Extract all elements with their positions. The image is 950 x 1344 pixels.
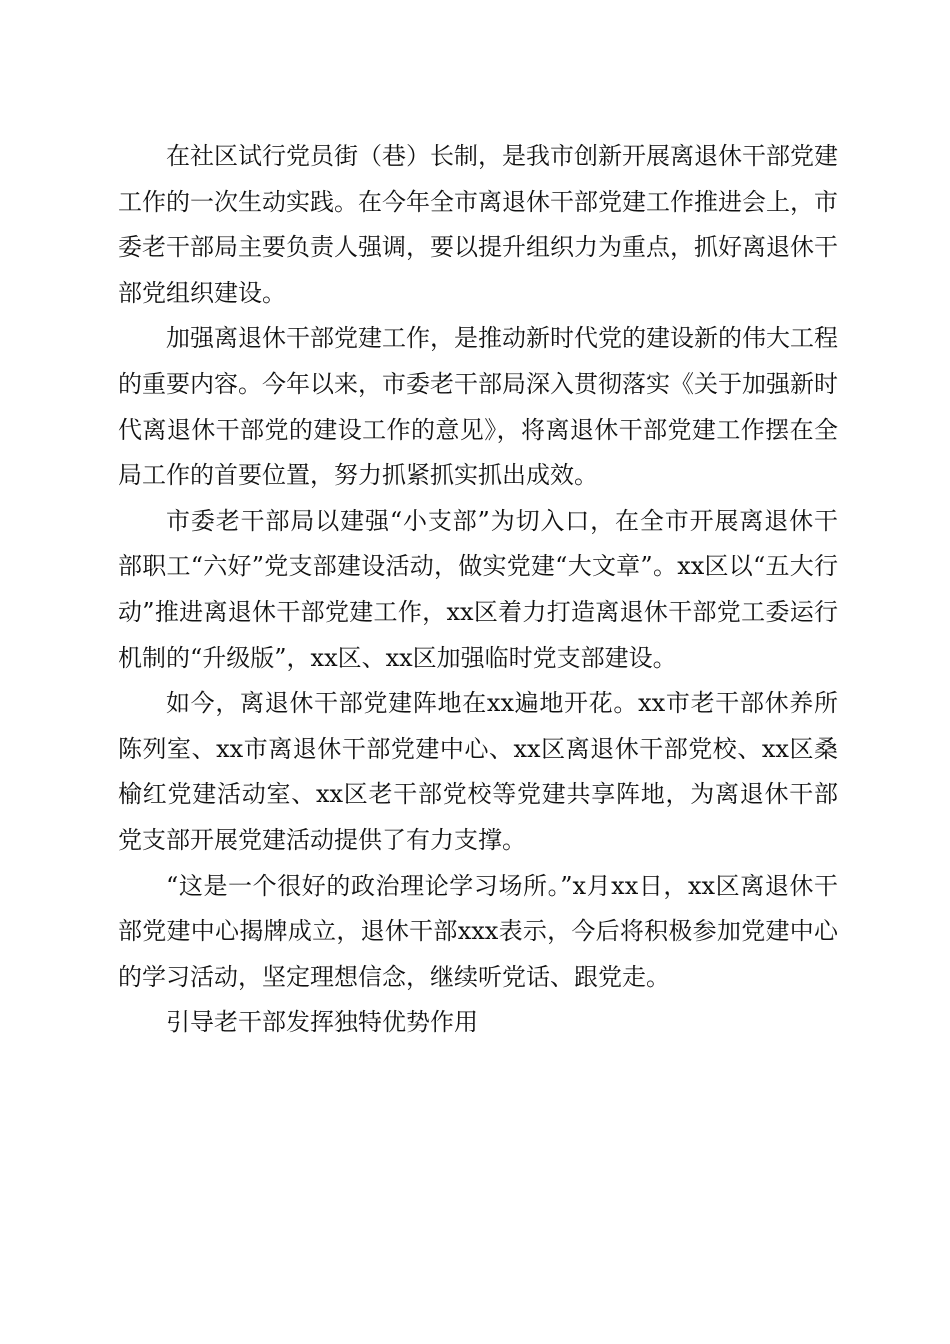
document-body: [118, 134, 838, 1046]
paragraph-4: 如今，离退休干部党建阵地在xx遍地开花。xx市老干部休养所陈列室、xx市离退休干部党建中心、xx区离退休干部党校、xx区桑榆红党建活动室、xx区老干部党校等党建共享阵地，为离退休干部党支部开展党建活动提供了有力支撑。: [118, 689, 838, 854]
section-heading: 引导老干部发挥独特优势作用: [166, 1008, 478, 1037]
paragraph-3: 市委老干部局以建强“小支部”为切入口，在全市开展离退休干部职工“六好”党支部建设活动，做实党建“大文章”。xx区以“五大行动”推进离退休干部党建工作，xx区着力打造离退休干部党工委运行机制的“升级版”，xx区、xx区加强临时党支部建设。: [118, 506, 838, 672]
paragraph-1: 在社区试行党员街（巷）长制，是我市创新开展离退休干部党建工作的一次生动实践。在今年全市离退休干部党建工作推进会上，市委老干部局主要负责人强调，要以提升组织力为重点，抓好离退休干部党组织建设。: [118, 142, 838, 307]
paragraph-5: “这是一个很好的政治理论学习场所。”x月xx日，xx区离退休干部党建中心揭牌成立，退休干部xxx表示，今后将积极参加党建中心的学习活动，坚定理想信念，继续听党话、跟党走。: [118, 871, 838, 991]
paragraph-2: 加强离退休干部党建工作，是推动新时代党的建设新的伟大工程的重要内容。今年以来，市委老干部局深入贯彻落实《关于加强新时代离退休干部党的建设工作的意见》，将离退休干部党建工作摆在全局工作的首要位置，努力抓紧抓实抓出成效。: [118, 324, 838, 490]
